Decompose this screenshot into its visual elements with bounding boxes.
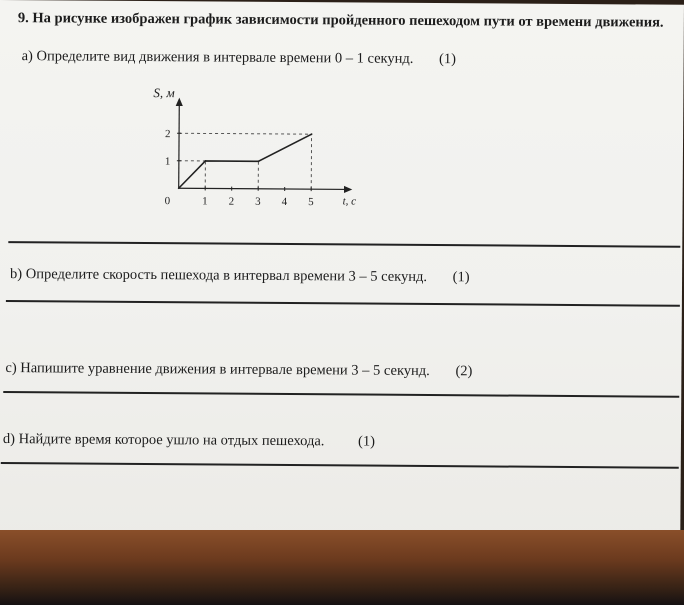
problem-title: 9. На рисунке изображен график зависимости пройденного пешеходом пути от времени движения. [17, 10, 664, 31]
question-b-text: b) Определите скорость пешехода в интервал времени 3 – 5 секунд. [10, 266, 428, 285]
answer-line-c[interactable] [3, 391, 679, 397]
distance-time-chart [138, 79, 379, 221]
question-d [3, 431, 375, 451]
answer-line-b[interactable] [6, 300, 680, 306]
question-c-points: (2) [455, 363, 473, 380]
x-tick-label-5: 5 [308, 196, 314, 209]
origin-label: 0 [164, 195, 171, 208]
data-point-0 [178, 187, 180, 189]
question-c [5, 360, 472, 380]
y-tick-label-1: 1 [164, 155, 171, 168]
question-b-points: (1) [452, 269, 470, 286]
x-axis [179, 188, 349, 189]
question-b [10, 266, 470, 286]
answer-line-a[interactable] [8, 241, 680, 247]
question-a [22, 48, 456, 68]
x-tick-label-2: 2 [228, 195, 235, 208]
data-point-3 [311, 133, 313, 135]
data-point-1 [204, 160, 206, 162]
x-tick-label-4: 4 [281, 195, 288, 209]
question-d-text: d) Найдите время которое ушло на отдых пешехода. [2, 431, 325, 450]
question-c-text: c) Напишите уравнение движения в интервале времени 3 – 5 секунд. [5, 360, 430, 380]
wooden-desk [0, 530, 684, 605]
question-a-points: (1) [439, 51, 457, 68]
answer-line-d[interactable] [1, 462, 679, 468]
x-axis-label: t, c [342, 195, 357, 208]
question-a-text: a) Определите вид движения в интервале времени 0 – 1 секунд. [21, 48, 414, 67]
data-point-2 [257, 160, 259, 162]
y-tick-label-2: 2 [165, 128, 171, 141]
x-tick-label-1: 1 [202, 195, 208, 208]
axis-ticks [165, 128, 315, 208]
y-axis [179, 101, 180, 188]
x-tick-label-3: 3 [255, 195, 261, 208]
y-axis-label: S, м [153, 85, 175, 101]
question-d-points: (1) [358, 433, 376, 450]
guide-y-2 [179, 133, 311, 134]
